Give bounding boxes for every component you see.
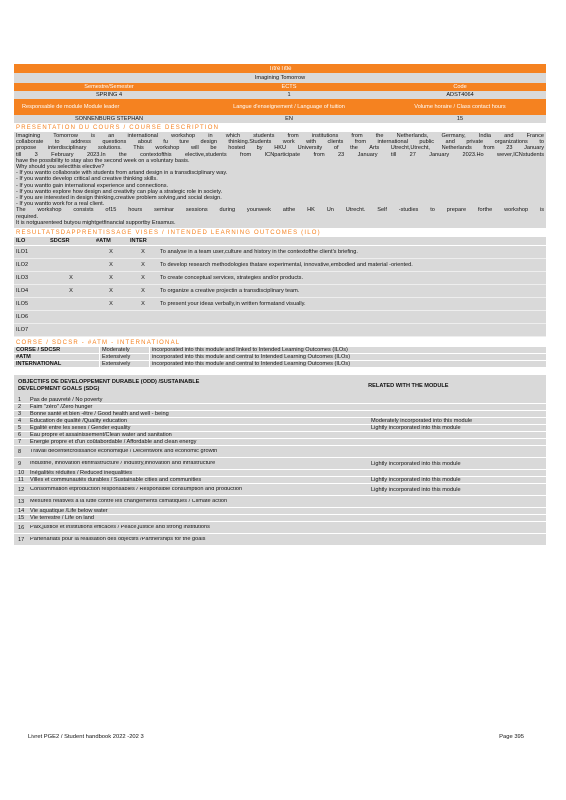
volume-value: 15	[456, 116, 464, 122]
ects-value: 1	[287, 92, 291, 98]
sdg-related: Lightly incorporated into this module	[371, 425, 461, 432]
sdg-number: 11	[18, 477, 24, 484]
ilo-text: To present your ideas verbally,in written formatand visually.	[160, 301, 306, 308]
csr-name: INTERNATIONAL	[16, 361, 62, 368]
ilo-id: ILO1	[16, 249, 29, 256]
sdg-number: 6	[18, 432, 22, 439]
sdg-label: Industrie, innovation etinfrastructure / Industry,innovation and infrastructure	[30, 460, 216, 466]
presentation-line: - If you wantto gain international experience and connections.	[16, 182, 169, 189]
presentation-line: Imagining Tomorrow is an international workshop in which students from institutions from the Netherlands, Germany, India and France	[16, 133, 544, 139]
presentation-line: required.	[16, 213, 39, 220]
sdg-related: Moderately incorporated into this module	[371, 418, 473, 425]
responsible-value: SONNENBURG STEPHAN	[74, 116, 144, 122]
sdg-number: 9	[18, 460, 22, 467]
csr-name: CORSE / SDCSR	[16, 347, 61, 354]
ilo-header-row	[14, 237, 546, 246]
sdg-table	[14, 375, 546, 546]
semester-header-row	[14, 83, 546, 91]
responsible-value-row	[14, 115, 546, 123]
footer-handbook: Livret PGE2 / Student handbook 2022 -202 3	[28, 734, 144, 740]
semester-label: Semestre/Semester	[84, 84, 134, 90]
course-sheet	[14, 64, 546, 546]
ilo-text: To organize a creative projectin a transdisciplinary team.	[160, 288, 300, 295]
csr-row	[14, 347, 546, 354]
ilo-sdcsr-mark: X	[69, 288, 73, 295]
ilo-text: To create conceptual services, strategies and/or products.	[160, 275, 304, 282]
ilo-row	[14, 259, 546, 272]
sdg-related-label: RELATED WITH THE MODULE	[368, 383, 449, 390]
language-label: Langue d'enseignement / Language of tuition	[233, 104, 345, 110]
ilo-table	[14, 237, 546, 337]
responsible-header-row	[14, 99, 546, 115]
title-value-bar	[14, 73, 546, 83]
ilo-row	[14, 311, 546, 324]
sdg-number: 15	[18, 515, 25, 522]
sdg-label: Bonne santé et bien -être / Good health and well - being	[30, 411, 169, 418]
presentation-line: The workshop consists of15 hours seminar sessions during yourweek atthe HK Un Utrecht. Self -studies to prepare forthe workshop is	[16, 207, 544, 214]
sdg-label: Paix,justice et institutions efficaces / Peace,justice and strong institutions	[30, 524, 210, 530]
sdg-row	[14, 404, 546, 411]
sdg-number: 4	[18, 418, 22, 425]
sdg-header-row	[14, 379, 546, 397]
sdg-number: 17	[18, 536, 25, 543]
csr-text: incorporated into this module and central to Intended Learning Outcomes (ILOs)	[149, 361, 546, 367]
sdg-label: Eau propre et assainissement/Clean water and sanitation	[30, 432, 172, 439]
page-footer	[28, 734, 524, 740]
sdg-row	[14, 508, 546, 515]
ilo-row	[14, 272, 546, 285]
sdg-label: Pas de pauvreté / No poverty	[30, 397, 103, 404]
ilo-text: To develop research methodologies thatare experimental, innovative,embodied and material -oriented.	[160, 262, 413, 269]
sdg-title-line1: OBJECTIFS DE DEVELOPPEMENT DURABLE (ODD) /SUSTAINABLE	[18, 379, 200, 386]
ilo-header-atm: #ATM	[96, 238, 111, 245]
sdg-related: Lightly incorporated into this module	[371, 486, 461, 493]
semester-value: SPRING 4	[95, 92, 123, 98]
sdg-row	[14, 522, 546, 534]
sdg-row	[14, 496, 546, 508]
sdg-row	[14, 439, 546, 446]
ilo-row	[14, 246, 546, 259]
sdg-label: Partenariats pour la réalisation des objectifs /Partnerships for the goals	[30, 536, 206, 542]
csr-name: #ATM	[16, 354, 31, 361]
presentation-line: - If you wantto explore how design and creativity can play a strategic role in society.	[16, 188, 223, 195]
sdg-label: Vie terrestre / Life on land	[30, 515, 94, 522]
volume-label: Volume horaire / Class contact hours	[414, 104, 506, 110]
sdg-label: Consommation etproduction responsables / Responsible consumption and production	[30, 486, 243, 492]
sdg-number: 10	[18, 470, 25, 477]
ilo-row	[14, 285, 546, 298]
ilo-inter-mark: X	[141, 288, 145, 295]
presentation-line: - If you wantto work for a real client.	[16, 201, 105, 208]
sdg-row	[14, 397, 546, 404]
ilo-title: RESULTATSDAPPRENTISSAGE VISES / INTENDED LEARNING OUTCOMES (ILO)	[16, 229, 321, 236]
ilo-id: ILO3	[16, 275, 29, 282]
sdg-number: 2	[18, 404, 22, 411]
presentation-line: till 3 February 2023.In the contextofthis elective,students from ICNparticipate from 23 January till 27 January 2023.Ho wever,ICNstudents	[16, 151, 544, 158]
ilo-id: ILO6	[16, 314, 29, 321]
csr-row	[14, 354, 546, 361]
code-label: Code	[453, 84, 467, 90]
ilo-atm-mark: X	[109, 301, 113, 308]
sdg-number: 1	[18, 397, 22, 404]
ilo-header-sdcsr: SDCSR	[50, 238, 70, 245]
sdg-label: Mesures relatives à la lutte contre les changements climatiques / Climate action	[30, 498, 228, 504]
sdg-number: 7	[18, 439, 22, 446]
code-value: ADST4064	[446, 92, 474, 98]
sdg-label: Égalité entre les sexes / Gender equality	[30, 425, 131, 432]
ilo-header-inter: INTER	[130, 238, 147, 245]
ilo-atm-mark: X	[109, 262, 113, 269]
ilo-inter-mark: X	[141, 275, 145, 282]
sdg-row	[14, 534, 546, 546]
ilo-id: ILO7	[16, 327, 29, 334]
presentation-title: PRESENTATION DU COURS / COURSE DESCRIPTION	[16, 124, 220, 131]
sdg-row	[14, 458, 546, 470]
sdg-related: Lightly incorporated into this module	[371, 477, 461, 484]
presentation-line: collaborate to address questions about fu ture design thinking.Students work with clients from international public and private organizations to	[16, 139, 544, 146]
sdg-number: 14	[18, 508, 25, 515]
ects-label: ECTS	[281, 84, 297, 90]
course-title: Imagining Tomorrow	[254, 75, 306, 81]
presentation-line: have the possibility to stay also the second week on a voluntary basis.	[16, 157, 190, 164]
sdg-related: Lightly incorporated into this module	[371, 460, 461, 467]
csr-level: Extensively	[99, 354, 149, 360]
sdg-number: 13	[18, 498, 25, 505]
ilo-inter-mark: X	[141, 301, 145, 308]
sdg-row	[14, 484, 546, 496]
sdg-number: 5	[18, 425, 22, 432]
presentation-line: Why should you selectthis elective?	[16, 164, 105, 171]
sdg-title-line2: DEVELOPMENT GOALS (SDG)	[18, 386, 100, 393]
presentation-line: - If you wantto develop critical and creative thinking skills.	[16, 176, 158, 183]
sdg-row	[14, 446, 546, 458]
title-label-bar	[14, 64, 546, 73]
ilo-inter-mark: X	[141, 249, 145, 256]
sdg-label: Vie aquatique /Life below water	[30, 508, 108, 515]
ilo-atm-mark: X	[109, 275, 113, 282]
semester-value-row	[14, 91, 546, 99]
presentation-line: propose interdisciplinary solutions. This workshop will be hosted by HKU University of the Arts Utrecht,Utrecht, Netherlands from 23 January	[16, 145, 544, 152]
language-value: EN	[285, 116, 293, 122]
sdg-label: Faim "zéro" /Zero hunger	[30, 404, 93, 411]
ilo-sdcsr-mark: X	[69, 275, 73, 282]
sdg-number: 3	[18, 411, 22, 418]
sdg-label: Énergie propre et d'un coûtabordable / Affordable and clean energy	[30, 439, 197, 446]
presentation-line: It is notguarenteed butyou mightgetfinancial supportby Erasmus.	[16, 219, 176, 226]
sdg-label: Villes et communautés durables / Sustainable cities and communities	[30, 477, 202, 484]
sdg-label: Éducation de qualité /Quality education	[30, 418, 128, 425]
ilo-id: ILO4	[16, 288, 29, 295]
ilo-row	[14, 298, 546, 311]
sdg-row	[14, 470, 546, 477]
responsible-label: Responsable de module Module leader	[22, 104, 120, 110]
presentation-line: - If you are interested in design thinking,creative problem solving,and social design.	[16, 195, 222, 202]
sdg-label: Inégalités réduites / Reduced inequalities	[30, 470, 132, 477]
ilo-atm-mark: X	[109, 249, 113, 256]
csr-table	[14, 347, 546, 368]
ilo-row	[14, 324, 546, 337]
csr-text: incorporated into this module and central to Intended Learning Outcomes (ILOs)	[149, 354, 546, 360]
sdg-title	[14, 379, 346, 393]
sdg-rows	[14, 397, 546, 546]
csr-text: incorporated into this module and linked to Intended Learning Outcomes (ILOs)	[149, 347, 546, 353]
ilo-id: ILO5	[16, 301, 29, 308]
sdg-row	[14, 432, 546, 439]
sdg-number: 12	[18, 486, 25, 493]
presentation-block	[14, 132, 546, 228]
footer-page-number: Page 395	[499, 734, 524, 740]
title-label: TitreTitle	[268, 65, 292, 72]
sdg-row	[14, 515, 546, 522]
sdg-row	[14, 477, 546, 484]
csr-level: Moderately	[99, 347, 149, 353]
ilo-text: To analyse in a team user,culture and history in the contextofthe client's briefing.	[160, 249, 358, 256]
sdg-number: 8	[18, 448, 22, 455]
sdg-row	[14, 418, 546, 425]
sdg-number: 16	[18, 524, 25, 531]
csr-level: Extensively	[99, 361, 149, 367]
ilo-header-ilo: ILO	[16, 238, 26, 245]
ilo-rows	[14, 246, 546, 337]
csr-title: CORSE / SDCSR - #ATM - INTERNATIONAL	[16, 339, 181, 346]
csr-row	[14, 361, 546, 368]
sdg-label: Travail decentetcroissance économique / Decentwork and economic growth	[30, 448, 218, 454]
ilo-inter-mark: X	[141, 262, 145, 269]
ilo-atm-mark: X	[109, 288, 113, 295]
sdg-row	[14, 425, 546, 432]
sdg-row	[14, 411, 546, 418]
presentation-line: - If you wantto collaborate with students from artand design in a transdisciplinary way.	[16, 170, 228, 177]
ilo-id: ILO2	[16, 262, 29, 269]
